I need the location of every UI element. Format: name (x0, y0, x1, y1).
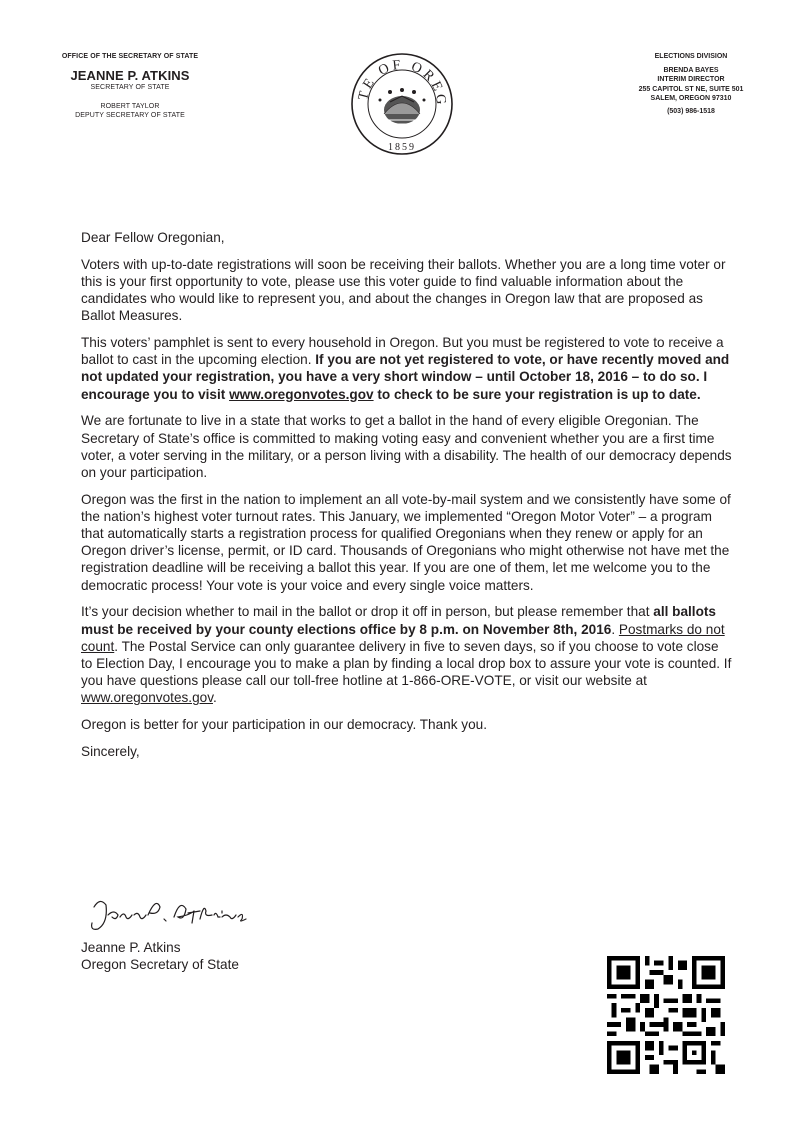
paragraph-1: Voters with up-to-date registrations will soon be receiving their ballots. Whether you are a long time voter or this is your first opportunity to vote, please use this voter guide to find valuable information about the candidates who would like to represent you, and about the changes in Oregon law that are proposed as Ballot Measures. (81, 256, 726, 324)
oregonvotes-link[interactable]: www.oregonvotes.gov (229, 386, 374, 402)
paragraph-2 (81, 334, 733, 403)
address-line-1: 255 CAPITOL ST NE, SUITE 501 (638, 85, 744, 93)
postmarks-note: Postmarks do not count (81, 621, 725, 654)
deputy-title: DEPUTY SECRETARY OF STATE (75, 112, 185, 119)
website-link[interactable]: www.oregonvotes.gov (81, 690, 213, 706)
secretary-title: SECRETARY OF STATE (90, 84, 170, 91)
office-header (22, 52, 238, 120)
elections-division-header (605, 52, 777, 117)
p5-end: . (212, 690, 217, 706)
p2-bold-end: to check to be sure your registration is up to date. (373, 386, 701, 402)
p5-text-2: . The Postal Service can only guarantee delivery in five to seven days, so if you choose to vote close to Election Day, I encourage you to make a plan by finding a local drop box to assure your vote is counted. If you have questions please call our toll-free hotline at 1-866-ORE-VOTE, or visit our website at (81, 638, 732, 689)
paragraph-6: Oregon is better for your participation in our democracy. Thank you. (81, 717, 487, 733)
paragraph-3: We are fortunate to live in a state that works to get a ballot in the hand of every eligible Oregonian. The Secretary of State’s office is committed to making voting easy and convenient whether you are a first time voter, a voter serving in the military, or a person living with a disability. The health of our democracy depends on your participation. (81, 413, 732, 480)
director-title: INTERIM DIRECTOR (657, 76, 725, 84)
p5-punct: . (611, 621, 619, 637)
p2-text: This voters’ pamphlet is sent to every household in Oregon. But you must be registered to vote to receive a ballot to cast in the upcoming election. (81, 335, 724, 368)
division-label: ELECTIONS DIVISION (654, 53, 728, 60)
phone-number: (503) 986-1518 (667, 107, 715, 115)
handwritten-signature (86, 893, 286, 935)
paragraph-4: Oregon was the first in the nation to implement an all vote-by-mail system and we consistently have some of the nation’s highest voter turnout rates. This January, we implemented “Oregon Motor Voter” – a program that automatically starts a registration process for qualified Oregonians when they renew or apply for an Oregon driver’s license, permit, or ID card. Thousands of Oregonians who might otherwise not have met the registration deadline will be receiving a ballot this year. If you are one of them, let me welcome you to the democratic process! Your vote is your voice and every single voice matters. (81, 491, 731, 593)
state-seal (350, 52, 454, 156)
letter-body (81, 229, 733, 769)
signature-block (81, 939, 239, 973)
seal-year: 1859 (388, 142, 416, 153)
deputy-name: ROBERT TAYLOR (100, 103, 160, 110)
p5-deadline: all ballots must be received by your county elections office by 8 p.m. on November 8th, 2016 (81, 604, 716, 637)
signer-name: Jeanne P. Atkins (81, 940, 181, 955)
paragraph-5 (81, 603, 733, 706)
signer-title: Oregon Secretary of State (81, 957, 239, 973)
secretary-name: JEANNE P. ATKINS (70, 68, 190, 83)
closing: Sincerely, (81, 743, 140, 759)
office-label: OFFICE OF THE SECRETARY OF STATE (61, 53, 199, 60)
p5-text: It’s your decision whether to mail in the ballot or drop it off in person, but please remember that (81, 604, 654, 620)
p2-bold: If you are not yet registered to vote, or have recently moved and not updated your registration, you have a very short window – until October 18, 2016 – to do so. I encourage you to visit (81, 352, 730, 402)
salutation: Dear Fellow Oregonian, (81, 230, 225, 245)
address-line-2: SALEM, OREGON 97310 (650, 95, 732, 103)
director-name: BRENDA BAYES (663, 66, 719, 74)
seal-text: TE OF OREG (356, 57, 449, 108)
qr-code[interactable] (607, 956, 725, 1074)
